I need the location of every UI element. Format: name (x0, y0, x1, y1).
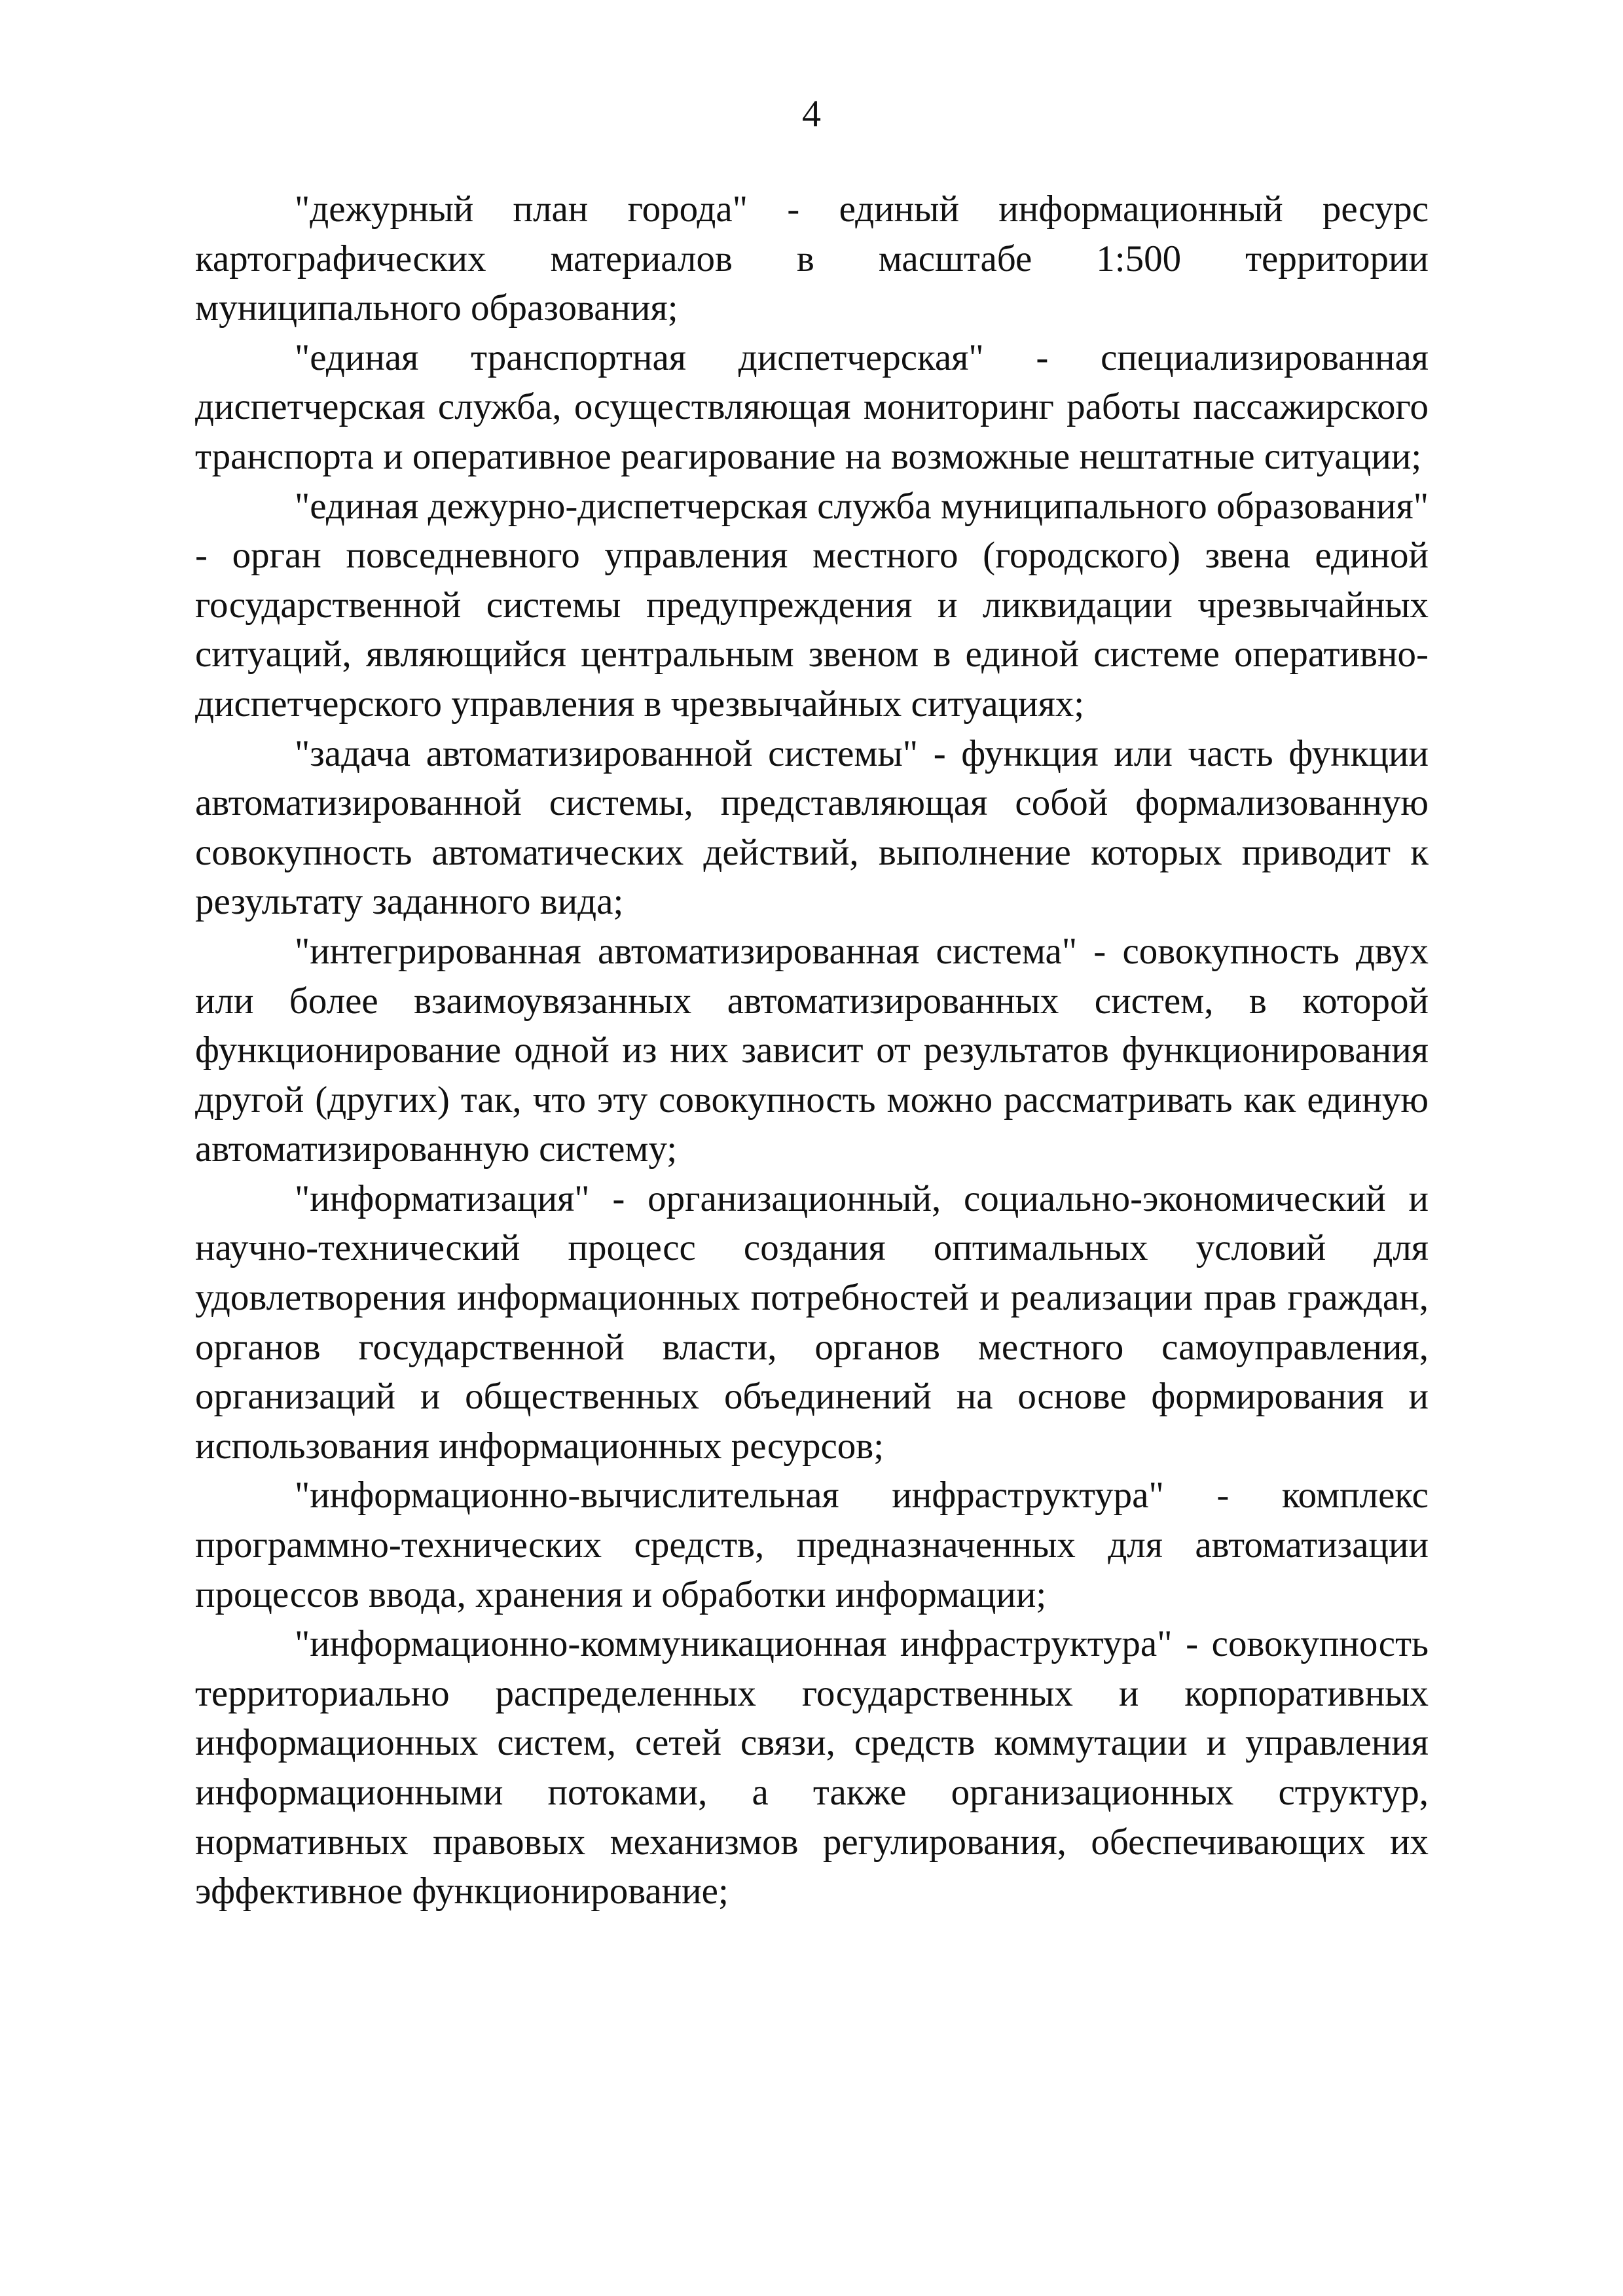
definition-integrated-automated-system: "интегрированная автоматизированная система" - совокупность двух или более взаимоувязанных автоматизированных систем, в которой функционирование одной из них зависит от результатов функционирования другой (других) так, что эту совокупность можно рассматривать как единую автоматизированную систему; (195, 930, 1429, 1170)
definition-unified-duty-dispatch-service: "единая дежурно-диспетчерская служба муниципального образования" - орган повседневного управления местного (городского) звена единой государственной системы предупреждения и ликвидации чрезвычайных ситуаций, являющийся центральным звеном в единой системе оперативно-диспетчерского управления в чрезвычайных ситуациях; (195, 485, 1429, 725)
definition-ict-infrastructure: "информационно-коммуникационная инфраструктура" - совокупность территориально распределенных государственных и корпоративных информационных систем, сетей связи, средств коммутации и управления информационными потоками, а также организационных структур, нормативных правовых механизмов регулирования, обеспечивающих их эффективное функционирование; (195, 1623, 1429, 1912)
definition-automated-system-task: "задача автоматизированной системы" - функция или часть функции автоматизированной системы, представляющая собой формализованную совокупность автоматических действий, выполнение которых приводит к результату заданного вида; (195, 732, 1429, 923)
definition-informatization: "информатизация" - организационный, социально-экономический и научно-технический процесс создания оптимальных условий для удовлетворения информационных потребностей и реализации прав граждан, органов государственной власти, органов местного самоуправления, организаций и общественных объединений на основе формирования и использования информационных ресурсов; (195, 1177, 1429, 1467)
definition-duty-city-plan: "дежурный план города" - единый информационный ресурс картографических материалов в масштабе 1:500 территории муниципального образования; (195, 188, 1429, 329)
definitions-list (195, 185, 1429, 1916)
definition-unified-transport-dispatch: "единая транспортная диспетчерская" - специализированная диспетчерская служба, осуществляющая мониторинг работы пассажирского транспорта и оперативное реагирование на возможные нештатные ситуации; (195, 336, 1429, 477)
page-number: 4 (802, 92, 821, 135)
definition-computing-infrastructure: "информационно-вычислительная инфраструктура" - комплекс программно-технических средств, предназначенных для автоматизации процессов ввода, хранения и обработки информации; (195, 1475, 1429, 1615)
